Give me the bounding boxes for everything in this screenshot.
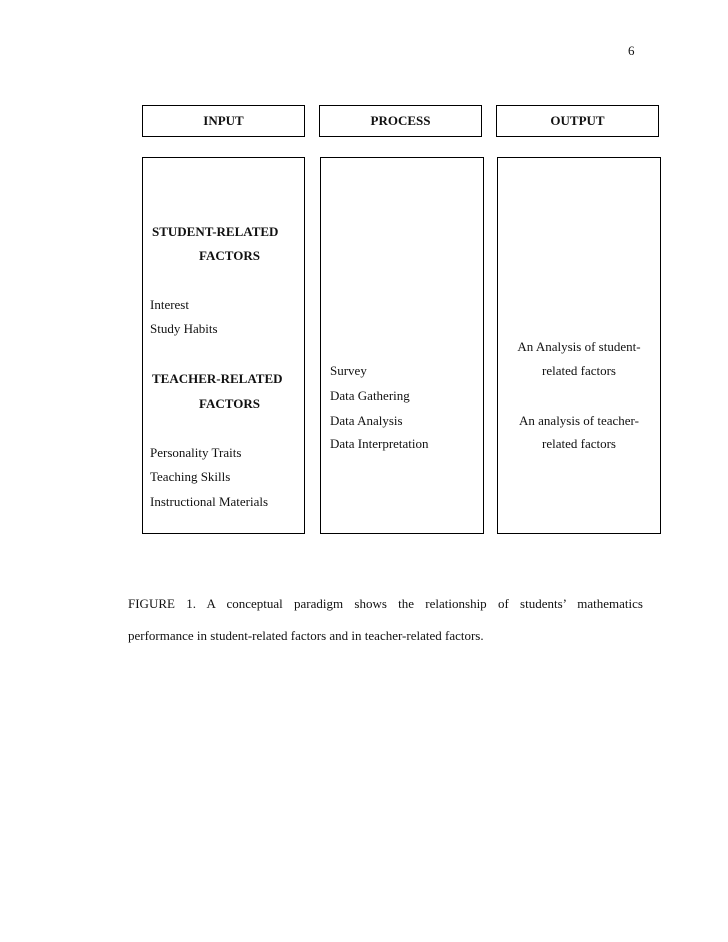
input-header-box <box>142 105 305 137</box>
student-related-heading-line1: STUDENT-RELATED <box>152 224 279 239</box>
process-item-data-gathering: Data Gathering <box>330 388 410 403</box>
output-analysis-teacher-line1: An analysis of teacher- <box>519 413 639 428</box>
process-header-label: PROCESS <box>370 113 431 128</box>
teacher-related-heading-line1: TEACHER-RELATED <box>152 371 283 386</box>
output-analysis-student-line2: related factors <box>542 363 616 378</box>
process-item-data-analysis: Data Analysis <box>330 413 403 428</box>
figure-caption-line1: FIGURE 1. A conceptual paradigm shows the relationship of students’ mathematics <box>128 596 643 611</box>
input-item-teaching-skills: Teaching Skills <box>150 469 231 484</box>
process-header-box <box>319 105 482 137</box>
process-item-survey: Survey <box>330 363 367 378</box>
input-item-personality-traits: Personality Traits <box>150 445 242 460</box>
figure-caption-line2: performance in student-related factors and in teacher-related factors. <box>128 628 484 643</box>
page-number: 6 <box>628 43 635 58</box>
input-item-instructional-materials: Instructional Materials <box>150 494 269 509</box>
input-item-study-habits: Study Habits <box>150 321 218 336</box>
output-analysis-teacher-line2: related factors <box>542 436 616 451</box>
teacher-related-heading-line2: FACTORS <box>199 396 260 411</box>
output-header-box <box>496 105 659 137</box>
output-analysis-student-line1: An Analysis of student- <box>517 339 641 354</box>
process-item-data-interpretation: Data Interpretation <box>330 436 429 451</box>
student-related-heading-line2: FACTORS <box>199 248 260 263</box>
output-header-label: OUTPUT <box>550 113 605 128</box>
input-item-interest: Interest <box>150 297 189 312</box>
input-header-label: INPUT <box>203 113 244 128</box>
process-column-box <box>320 157 484 534</box>
